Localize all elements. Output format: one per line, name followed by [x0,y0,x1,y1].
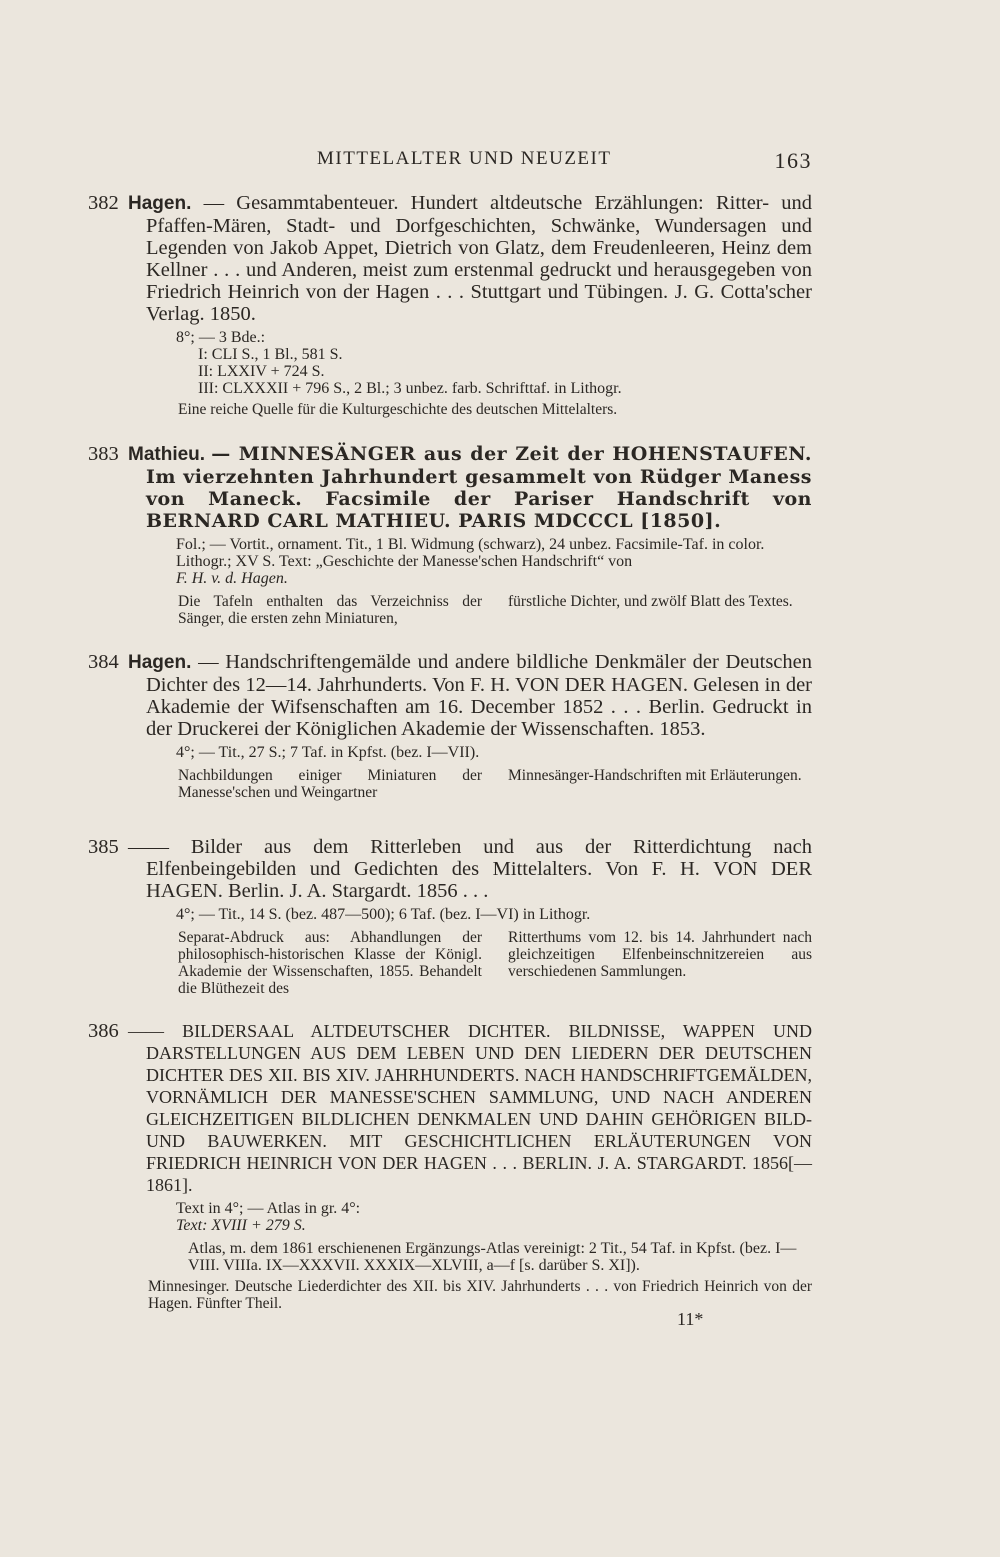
catalog-entry-385 [88,836,812,997]
entry-note: Minnesinger. Deutsche Liederdichter des XII. bis XIV. Jahrhunderts . . . von Friedrich Heinrich von der Hagen. Fünfter Theil. [148,1278,812,1312]
entry-number: 382 [88,192,119,214]
entry-note [88,767,812,801]
entry-description: — Handschriftengemälde und andere bildliche Denkmäler der Deutschen Dichter des 12—14. Jahrhunderts. Von F. H. VON DER HAGEN. Gelesen in der Akademie der Wifsenschaften am 16. December 1852 . . . Berlin. Gedruckt in der Druckerei der Königlichen Akademie der Wissenschaften. 1853. [146,651,813,740]
signature-mark: 11* [677,1309,704,1329]
page-number: 163 [774,148,812,173]
entry-description: — Gesammtabenteuer. Hundert altdeutsche Erzählungen: Ritter- und Pfaffen-Mären, Stadt- und Dorfgeschichten, Schwänke, Wundersagen und Legenden von Jakob Appet, Dietrich von Glatz, dem Freudenleeren, Heinz dem Kellner . . . und Anderen, meist zum erstenmal gedruckt und herausgegeben von Friedrich Heinrich von der Hagen . . . Stuttgart und Tübingen. J. G. Cotta'scher Verlag. 1850. [146,192,812,325]
catalog-entry-383 [88,443,812,627]
collation-line: Fol.; — Vortit., ornament. Tit., 1 Bl. Widmung (schwarz), 24 unbez. Facsimile-Taf. in color. Lithogr.; XV S. Text: „Geschichte der Manesse'schen Handschrift“ von [176,536,765,570]
collation-line: 4°; — Tit., 27 S.; 7 Taf. in Kpfst. (bez. I—VII). [176,744,480,761]
entry-main-text [88,443,812,532]
catalog-entry-382 [88,192,812,418]
collation-line: F. H. v. d. Hagen. [176,570,288,587]
entry-main-text [88,836,812,902]
collation-line: Text in 4°; — Atlas in gr. 4°: [176,1200,361,1217]
entry-note [88,593,812,627]
note-column-left: Separat-Abdruck aus: Abhandlungen der philosophisch-historischen Klasse der Königl. Akademie der Wissenschaften, 1855. Behandelt die Blüthezeit des [178,929,482,997]
note-column-right: Minnesänger-Handschriften mit Erläuterungen. [508,767,802,784]
collation-line: 8°; — 3 Bde.: [176,329,266,346]
entry-number: 386 [88,1020,119,1042]
note-column-left: Die Tafeln enthalten das Verzeichniss der Sänger, die ersten zehn Miniaturen, [178,593,482,627]
catalog-entry-384 [88,651,812,801]
entry-author: Mathieu. [128,444,206,465]
note-column-right: fürstliche Dichter, und zwölf Blatt des Textes. [508,593,793,610]
entry-main-text [88,192,812,325]
entry-description: —— Bilder aus dem Ritterleben und aus der Ritterdichtung nach Elfenbeingebilden und Gedichten des Mittelalters. Von F. H. VON DER HAGEN. Berlin. J. A. Stargardt. 1856 . . . [128,836,812,902]
entry-description: —— BILDERSAAL ALTDEUTSCHER DICHTER. BILDNISSE, WAPPEN UND DARSTELLUNGEN AUS DEM LEBEN UND DEN LIEDERN DER DEUTSCHEN DICHTER DES XII. BIS XIV. JAHRHUNDERTS. NACH HANDSCHRIFTGEMÄLDEN, VORNÄMLICH DER MANESSE'SCHEN SAMMLUNG, UND NACH ANDEREN GLEICHZEITIGEN BILDLICHEN DENKMALEN UND DAHIN GEHÖRIGEN BILD- UND BAUWERKEN. MIT GESCHICHTLICHEN ERLÄUTERUNGEN VON FRIEDRICH HEINRICH VON DER HAGEN . . . BERLIN. J. A. STARGARDT. 1856[—1861]. [128,1021,812,1195]
collation-line: Text: XVIII + 279 S. [176,1217,306,1234]
collation-line: II: LXXIV + 724 S. [198,363,325,380]
entry-collation [88,329,812,397]
entry-description: — MINNESÄNGER aus der Zeit der HOHENSTAUFEN. Im vierzehnten Jahrhundert gesammelt von Rüdger Maness von Maneck. Facsimile der Pariser Handschrift von BERNARD CARL MATHIEU. PARIS MDCCCL [1850]. [146,443,813,532]
entry-note [88,929,812,997]
catalog-entry-386 [88,1020,812,1312]
entry-collation [88,906,812,923]
entry-main-text [88,1020,812,1196]
entry-number: 385 [88,836,119,858]
note-column-left: Nachbildungen einiger Miniaturen der Manesse'schen und Weingartner [178,767,482,801]
entry-main-text [88,651,812,740]
entry-number: 384 [88,651,119,673]
collation-line: I: CLI S., 1 Bl., 581 S. [198,346,343,363]
note-column-right: Ritterthums vom 12. bis 14. Jahrhundert nach gleichzeitigen Elfenbeinschnitzereien aus verschiedenen Sammlungen. [508,929,812,980]
entry-collation [88,536,812,587]
collation-line: 4°; — Tit., 14 S. (bez. 487—500); 6 Taf. (bez. I—VI) in Lithogr. [176,906,591,923]
entry-collation [88,1200,812,1274]
entry-number: 383 [88,443,119,465]
entry-collation [88,744,812,761]
header-title: MITTELALTER UND NEUZEIT [317,148,612,169]
entry-author: Hagen. [128,193,192,214]
collation-line: III: CLXXXII + 796 S., 2 Bl.; 3 unbez. farb. Schrifttaf. in Lithogr. [198,380,622,397]
entry-note: Eine reiche Quelle für die Kulturgeschichte des deutschen Mittelalters. [178,401,618,418]
entry-author: Hagen. [128,652,192,673]
collation-line: Atlas, m. dem 1861 erschienenen Ergänzungs-Atlas vereinigt: 2 Tit., 54 Taf. in Kpfst. (bez. I—VIII. VIIIa. IX—XXXVII. XXXIX—XLVIII, a—f [s. darüber S. XI]). [188,1240,797,1274]
